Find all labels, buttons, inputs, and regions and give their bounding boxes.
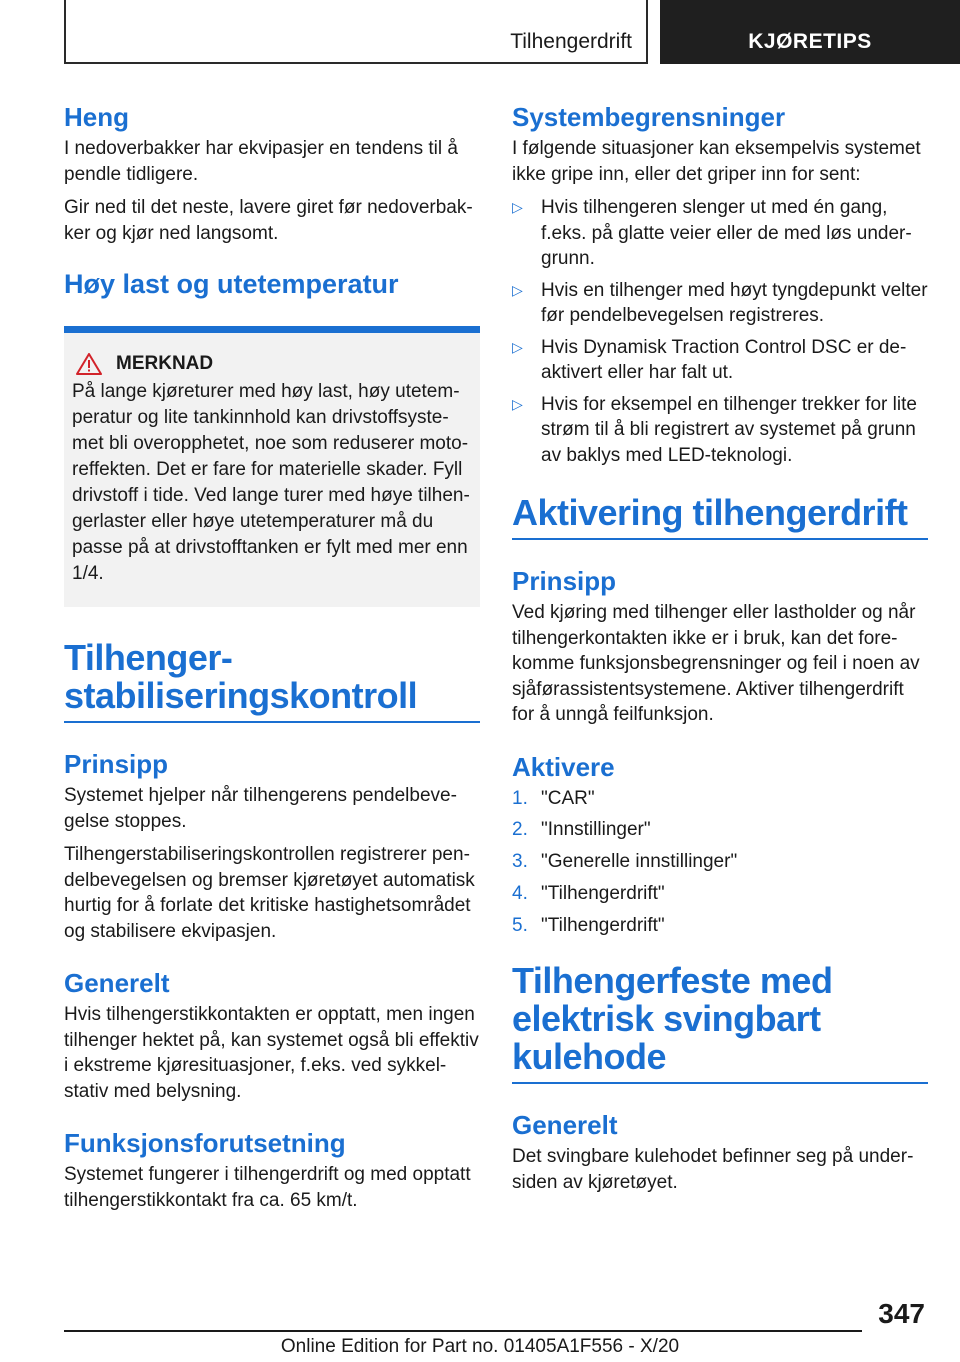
header-chapter-label: KJØRETIPS: [748, 30, 872, 53]
step-item: [512, 913, 928, 939]
step-text: "Tilhengerdrift": [541, 882, 665, 904]
heading-heng: Heng: [64, 102, 129, 132]
right-column: [512, 100, 928, 1195]
heng-paragraph-2: Gir ned til det neste, lavere giret før nedoverbakker og kjør ned langsomt.: [64, 197, 473, 244]
heading-aktivere: Aktivere: [512, 751, 615, 782]
prinsipp-paragraph-2: Tilhengerstabiliseringskontrollen registrerer pendelbevegelsen og bremser kjøretøyet automatisk hurtig for å forlate det kritiske hastighetsområdet og stabilisere ekvipasjen.: [64, 844, 475, 942]
notice-box: [64, 326, 480, 607]
heng-paragraph-1: I nedoverbakker har ekvipasjer en tendens til å pendle tidligere.: [64, 138, 458, 185]
heading-tilhengerfeste: Tilhengerfeste med elektrisk svingbart kulehode: [512, 962, 928, 1084]
systembegrensninger-paragraph: I følgende situasjoner kan eksempelvis systemet ikke gripe inn, eller det griper inn for sent:: [512, 138, 921, 185]
step-text: "Generelle innstillinger": [541, 851, 738, 873]
footer-divider: [64, 1330, 862, 1332]
triangle-bullet-icon: ▷: [512, 338, 523, 355]
step-number: 5.: [512, 914, 528, 936]
header-section-box: [64, 0, 648, 64]
list-item-text: Hvis Dynamisk Traction Control DSC er deaktivert eller har falt ut.: [541, 336, 907, 383]
step-number: 1.: [512, 787, 528, 809]
notice-title: MERKNAD: [116, 353, 214, 374]
heading-hoy-last: Høy last og utetemperatur: [64, 269, 399, 299]
step-number: 4.: [512, 882, 528, 904]
step-item: [512, 849, 928, 875]
list-item: [512, 392, 928, 469]
page-number: 347: [878, 1298, 925, 1329]
heading-aktivering-tilhengerdrift: Aktivering tilhengerdrift: [512, 494, 928, 540]
prinsipp-paragraph-1: Systemet hjelper når tilhengerens pendelbevegelse stoppes.: [64, 785, 457, 832]
notice-text: På lange kjøreturer med høy last, høy utetemperatur og lite tankinnhold kan drivstoffsystemet bli overopphetet, noe som reduserer motoreffekten. Det er fare for materielle skader. Fyll drivstoff i tide. Ved lange turer med høye tilhengerlaster eller høye utetemperaturer må du passe på at drivstofftanken er fylt med mer enn 1/4.: [72, 381, 470, 584]
header-section-title: Tilhengerdrift: [510, 30, 632, 53]
step-item: [512, 817, 928, 843]
step-text: "Innstillinger": [541, 819, 651, 841]
systembegrensninger-list: [512, 195, 928, 468]
generelt-paragraph: Hvis tilhengerstikkontakten er opptatt, men ingen tilhenger hektet på, kan systemet også bli effektiv i ekstreme kjøresituasjoner, f.eks. ved sykkelstativ med belysning.: [64, 1004, 479, 1102]
list-item: [512, 335, 928, 386]
list-item: [512, 195, 928, 272]
list-item: [512, 278, 928, 329]
triangle-bullet-icon: ▷: [512, 199, 523, 215]
triangle-bullet-icon: ▷: [512, 395, 523, 412]
generelt-right-paragraph: Det svingbare kulehodet befinner seg på undersiden av kjøretøyet.: [512, 1146, 914, 1193]
list-item-text: Hvis en tilhenger med høyt tyngdepunkt velter før pendelbevegelsen registreres.: [541, 279, 928, 326]
heading-stabiliseringskontroll: Tilhengerstabiliseringskontroll: [64, 639, 480, 723]
notice-header: [72, 353, 472, 375]
heading-generelt-right: Generelt: [512, 1110, 618, 1141]
footer-edition: Online Edition for Part no. 01405A1F556 - X/20: [280, 1336, 680, 1357]
left-column: [64, 100, 480, 1213]
heading-prinsipp-right: Prinsipp: [512, 566, 617, 596]
step-number: 3.: [512, 851, 528, 873]
heading-generelt: Generelt: [64, 968, 170, 998]
step-text: "CAR": [541, 787, 595, 809]
step-text: "Tilhengerdrift": [541, 914, 665, 936]
triangle-bullet-icon: ▷: [512, 281, 523, 298]
funksjonsforutsetning-paragraph: Systemet fungerer i tilhengerdrift og med opptatt tilhengerstikkontakt fra ca. 65 km/t.: [64, 1164, 471, 1211]
list-item-text: Hvis for eksempel en tilhenger trekker for lite strøm til å bli registrert av systemet på grunn av baklys med LED-teknologi.: [541, 393, 917, 466]
aktivere-steps: [512, 786, 928, 939]
header-chapter-tab: [660, 0, 960, 64]
heading-funksjonsforutsetning: Funksjonsforutsetning: [64, 1128, 346, 1158]
step-number: 2.: [512, 819, 528, 841]
step-item: [512, 881, 928, 907]
step-item: [512, 786, 928, 812]
prinsipp-right-paragraph: Ved kjøring med tilhenger eller lastholder og når tilhengerkontakten ikke er i bruk, kan det forekomme funksjonsbegrensninger og feil i noen av sjåførassistentsystemene. Aktiver tilhengerdrift for å unngå feilfunksjon.: [512, 602, 920, 725]
list-item-text: Hvis tilhengeren slenger ut med én gang, f.eks. på glatte veier eller de med løs undergrunn.: [541, 197, 912, 269]
heading-systembegrensninger: Systembegrensninger: [512, 102, 786, 132]
warning-triangle-icon: [76, 353, 102, 375]
heading-prinsipp: Prinsipp: [64, 749, 169, 779]
